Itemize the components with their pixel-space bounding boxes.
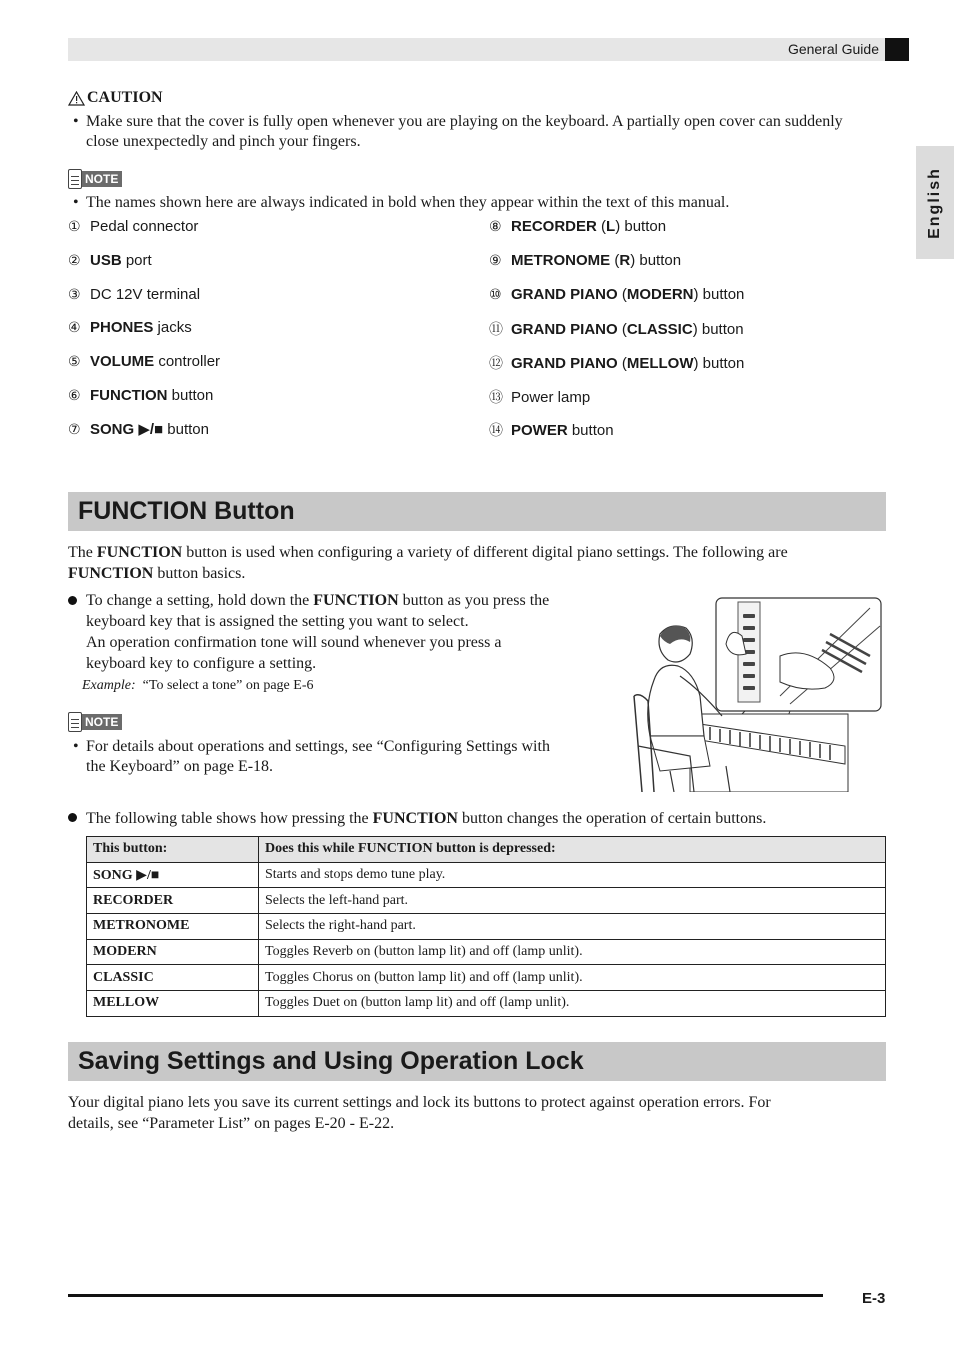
- note-pad-icon: [68, 712, 82, 732]
- part-item: ⑫ GRAND PIANO (MELLOW) button: [489, 355, 745, 372]
- note-pad-icon: [68, 169, 82, 189]
- part-item: ⑧ RECORDER (L) button: [489, 218, 667, 235]
- part-item: ④ PHONES jacks: [68, 319, 192, 336]
- note-body: The names shown here are always indicated in bold when they appear within the text of this manual.: [86, 194, 730, 211]
- table-cell-button: METRONOME: [87, 914, 259, 940]
- bullet-dot: •: [73, 738, 79, 755]
- part-item: ⑪ GRAND PIANO (CLASSIC) button: [489, 321, 744, 338]
- table-row: [87, 965, 886, 991]
- bullet-paragraph: The following table shows how pressing the FUNCTION button changes the operation of certain buttons.: [86, 810, 767, 827]
- caution-text: [70, 112, 870, 152]
- saving-paragraph: Your digital piano lets you save its current settings and lock its buttons to protect against operation errors. For details, see “Parameter List” on pages E-20 - E-22.: [68, 1094, 771, 1132]
- section-title: FUNCTION Button: [78, 497, 295, 525]
- part-item: ② USB port: [68, 252, 152, 269]
- function-table: [86, 836, 886, 1017]
- bullet-dot: •: [73, 113, 79, 130]
- part-item: ⑤ VOLUME controller: [68, 353, 221, 370]
- section-header-saving: [68, 1042, 886, 1081]
- table-cell-action: Toggles Duet on (button lamp lit) and off (lamp unlit).: [259, 991, 886, 1017]
- bullet-dot: [68, 596, 77, 605]
- note-badge: [68, 712, 122, 732]
- section-header-function: [68, 492, 886, 531]
- page-number: E-3: [862, 1290, 886, 1307]
- example-line: Example: “To select a tone” on page E-6: [82, 678, 314, 693]
- caution-heading: [68, 89, 163, 107]
- note-text: [70, 193, 870, 213]
- part-item: ⑩ GRAND PIANO (MODERN) button: [489, 286, 745, 303]
- part-item: ⑭ POWER button: [489, 422, 614, 439]
- language-tab-label: English: [926, 166, 943, 239]
- note-text: • For details about operations and settings, see “Configuring Settings with the Keyboard” on page E-18.: [73, 738, 550, 775]
- table-cell-button: CLASSIC: [87, 965, 259, 991]
- note-label: NOTE: [81, 171, 122, 187]
- table-row: [87, 939, 886, 965]
- note-label: NOTE: [81, 714, 122, 730]
- bullet-dot: •: [73, 194, 79, 211]
- table-cell-action: Selects the left-hand part.: [259, 888, 886, 914]
- table-cell-button: MODERN: [87, 939, 259, 965]
- language-tab: [916, 146, 954, 259]
- table-cell-button: MELLOW: [87, 991, 259, 1017]
- part-item: ⑬ Power lamp: [489, 389, 591, 406]
- part-item: ① Pedal connector: [68, 218, 199, 235]
- bullet-paragraph: To change a setting, hold down the FUNCTION button as you press the keyboard key that is assigned the setting you want to select. An operation confirmation tone will sound whenever you press a keyboard key to configure a setting.: [86, 592, 550, 672]
- piano-player-illustration: [630, 596, 882, 792]
- table-header-cell: This button:: [87, 837, 259, 863]
- note-badge: [68, 169, 122, 189]
- caution-body: Make sure that the cover is fully open whenever you are playing on the keyboard. A partially open cover can suddenly close unexpectedly and pinch your fingers.: [86, 113, 843, 150]
- table-cell-action: Toggles Chorus on (button lamp lit) and off (lamp unlit).: [259, 965, 886, 991]
- caution-title: CAUTION: [87, 89, 163, 106]
- table-cell-action: Selects the right-hand part.: [259, 914, 886, 940]
- bullet-dot: [68, 813, 77, 822]
- table-row: [87, 888, 886, 914]
- warning-triangle-icon: [68, 91, 85, 106]
- table-header-row: [87, 837, 886, 863]
- part-item: ③ DC 12V terminal: [68, 286, 201, 303]
- footer-rule: [68, 1294, 823, 1297]
- header-black-block: [885, 38, 909, 61]
- part-item: ⑦ SONG ▶/■ button: [68, 421, 209, 438]
- table-row: [87, 862, 886, 888]
- table-cell-button: SONG ▶/■: [87, 862, 259, 888]
- section-title: Saving Settings and Using Operation Lock: [78, 1047, 584, 1075]
- table-row: [87, 914, 886, 940]
- intro-paragraph: The FUNCTION button is used when configuring a variety of different digital piano settings. The following are FUNCTION button basics.: [68, 544, 788, 582]
- table-cell-action: Toggles Reverb on (button lamp lit) and off (lamp unlit).: [259, 939, 886, 965]
- table-cell-button: RECORDER: [87, 888, 259, 914]
- part-item: ⑨ METRONOME (R) button: [489, 252, 682, 269]
- header-title: General Guide: [787, 41, 879, 57]
- table-cell-action: Starts and stops demo tune play.: [259, 862, 886, 888]
- header-bar: [68, 38, 909, 61]
- table-row: [87, 991, 886, 1017]
- table-header-cell: Does this while FUNCTION button is depressed:: [259, 837, 886, 863]
- part-item: ⑥ FUNCTION button: [68, 387, 214, 404]
